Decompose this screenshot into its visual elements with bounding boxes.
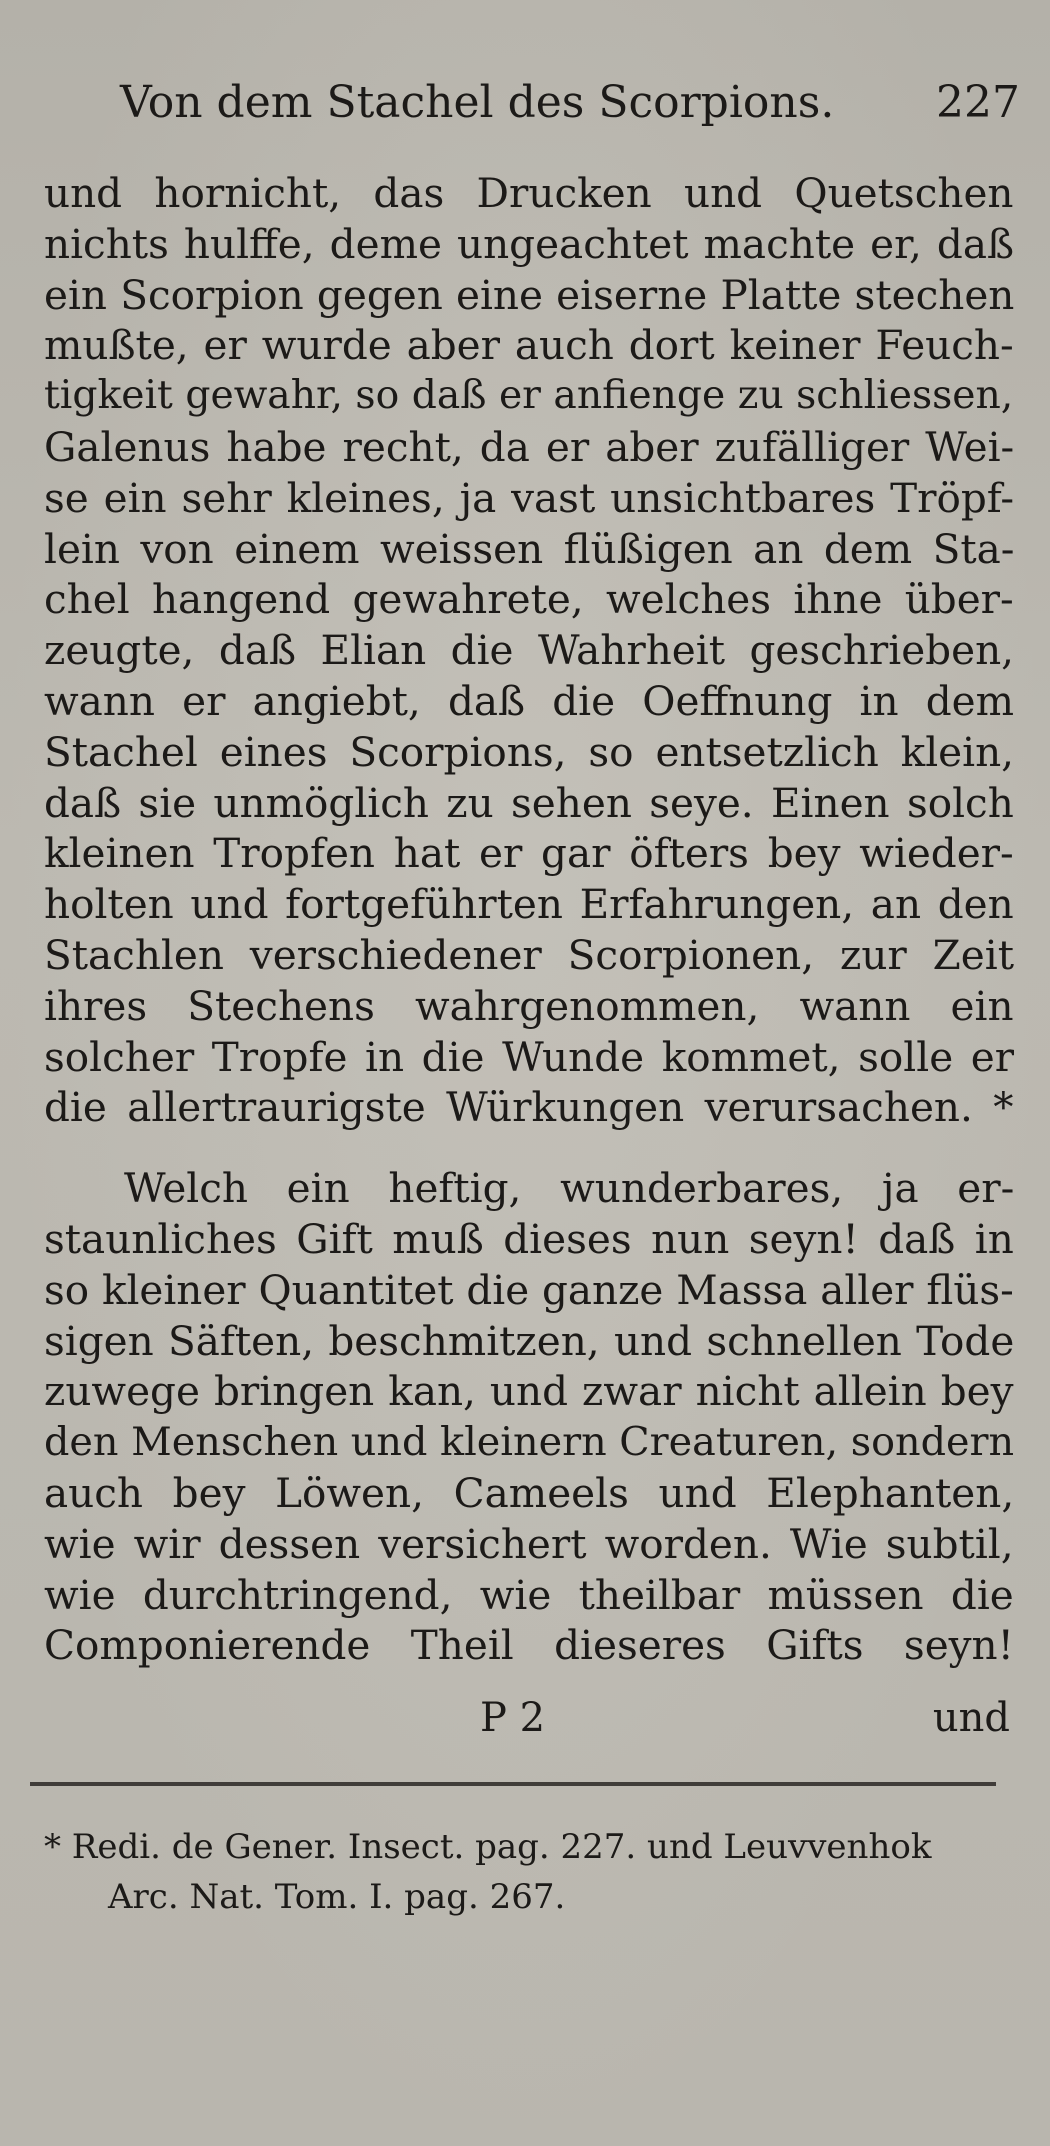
text-line: kleinen Tropfen hat er gar öfters bey wieder-: [44, 829, 1014, 878]
text-line: zeugte, daß Elian die Wahrheit geschrieben,: [44, 626, 1014, 675]
text-line: so kleiner Quantitet die ganze Massa aller flüs-: [44, 1265, 1014, 1314]
text-line: se ein sehr kleines, ja vast unsichtbares Tröpf-: [44, 473, 1014, 522]
paragraph-2: [44, 1163, 1014, 1671]
text-line: wann er angiebt, daß die Oeffnung in dem: [44, 676, 1014, 725]
text-line: Stachel eines Scorpions, so entsetzlich klein,: [44, 727, 1014, 776]
text-line: Welch ein heftig, wunderbares, ja er-: [124, 1164, 1014, 1213]
text-line: sigen Säften, beschmitzen, und schnellen Tode: [44, 1316, 1014, 1365]
text-line: lein von einem weissen flüßigen an dem Sta-: [44, 524, 1014, 573]
footnote-divider: [30, 1782, 996, 1786]
signature-row: [480, 1690, 1010, 1746]
text-line: Stachlen verschiedener Scorpionen, zur Zeit: [44, 930, 1014, 979]
text-line: den Menschen und kleinern Creaturen, sondern: [44, 1419, 1014, 1466]
page-number: 227: [936, 77, 1020, 128]
footnote-line: Arc. Nat. Tom. I. pag. 267.: [108, 1877, 566, 1917]
text-line: ein Scorpion gegen eine eiserne Platte stechen: [44, 270, 1014, 319]
text-line: daß sie unmöglich zu sehen seye. Einen solch: [44, 778, 1014, 827]
text-line: zuwege bringen kan, und zwar nicht allein bey: [44, 1367, 1014, 1416]
paragraph-gap: [44, 1133, 1014, 1163]
text-line: wie durchtringend, wie theilbar müssen die: [44, 1570, 1014, 1619]
text-line: staunliches Gift muß dieses nun seyn! daß in: [44, 1214, 1014, 1263]
text-line: holten und fortgeführten Erfahrungen, an den: [44, 880, 1014, 929]
text-line: wie wir dessen versichert worden. Wie subtil,: [44, 1519, 1014, 1568]
text-line: Galenus habe recht, da er aber zufälliger Wei-: [44, 422, 1014, 471]
text-line: tigkeit gewahr, so daß er anfienge zu schliessen,: [44, 373, 1014, 419]
text-line: Componierende Theil dieseres Gifts seyn!: [44, 1621, 1014, 1670]
signature-mark: P 2: [480, 1695, 546, 1741]
text-line: und hornicht, das Drucken und Quetschen: [44, 169, 1014, 217]
text-line: chel hangend gewahrete, welches ihne über-: [44, 575, 1014, 624]
main-text: [44, 168, 1014, 1671]
text-line: die allertraurigste Würkungen verursachen. *: [44, 1083, 1014, 1132]
paragraph-1: [44, 168, 1014, 1133]
text-line: nichts hulffe, deme ungeachtet machte er, daß: [44, 219, 1014, 268]
running-header: [120, 68, 1020, 138]
running-title: Von dem Stachel des Scorpions.: [120, 77, 835, 128]
catchword: und: [932, 1695, 1010, 1741]
text-line: mußte, er wurde aber auch dort keiner Feuch-: [44, 321, 1014, 370]
footnote-line: * Redi. de Gener. Insect. pag. 227. und Leuvvenhok: [44, 1827, 932, 1867]
text-line: ihres Stechens wahrgenommen, wann ein: [44, 981, 1014, 1030]
text-line: solcher Tropfe in die Wunde kommet, solle er: [44, 1032, 1014, 1081]
footnote: [44, 1822, 1004, 1922]
text-line: auch bey Löwen, Cameels und Elephanten,: [44, 1468, 1014, 1517]
